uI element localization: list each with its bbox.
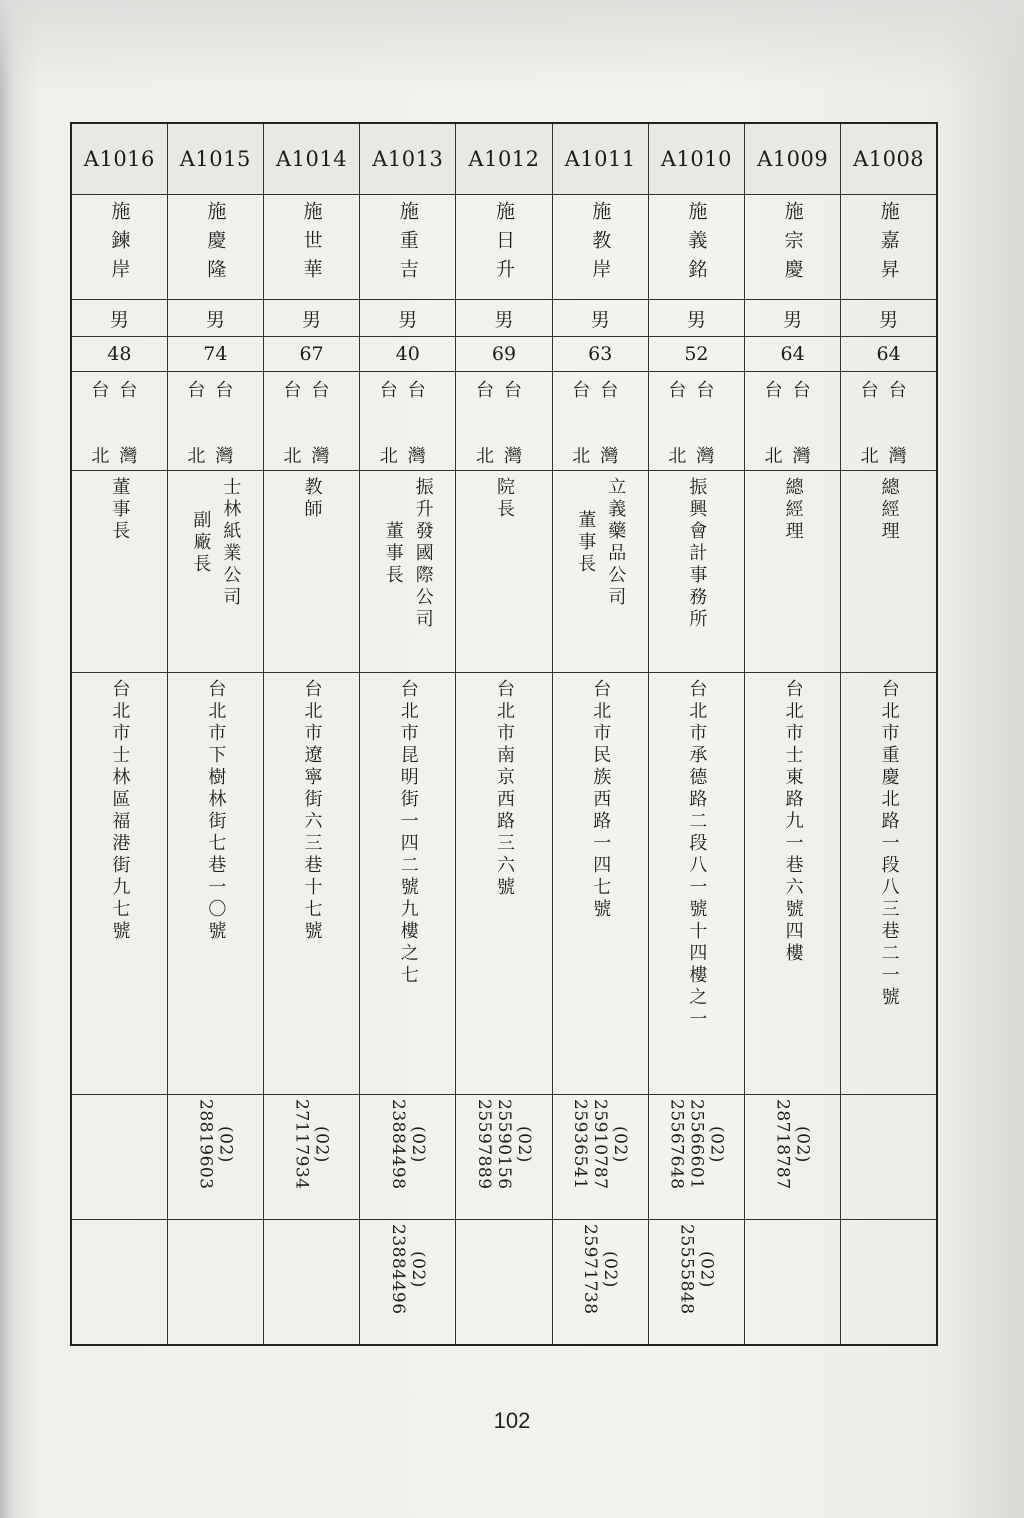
occupation-line: 董事長 (382, 521, 404, 587)
cell-name (648, 195, 744, 300)
member-name: 施宗慶 (781, 201, 804, 288)
cell-address (263, 673, 359, 1095)
origin-top: 台台 (668, 380, 725, 401)
cell-address (456, 673, 552, 1095)
cell-gender (167, 300, 263, 337)
member-address: 台北市承德路二段八一號十四樓之一 (686, 679, 708, 1031)
phone-line: (02) (706, 1125, 727, 1163)
member-gender: 男 (686, 308, 706, 331)
cell-address (167, 673, 263, 1095)
origin-top: 台台 (572, 380, 629, 401)
cell-address (71, 673, 167, 1095)
cell-age (456, 337, 552, 372)
cell-origin (648, 372, 744, 471)
occupation-line: 振升發國際公司 (412, 477, 434, 631)
cell-id (167, 123, 263, 195)
member-id: A1010 (660, 147, 732, 171)
member-name: 施嘉昇 (877, 201, 900, 288)
member-register-table (70, 122, 938, 1346)
member-id: A1013 (372, 147, 444, 171)
cell-age (263, 337, 359, 372)
phone-line: 25590156 (493, 1099, 514, 1190)
cell-phone-secondary (648, 1220, 744, 1346)
origin-top: 台台 (187, 380, 244, 401)
cell-phone (360, 1095, 456, 1220)
origin-top: 台台 (860, 380, 917, 401)
origin-bottom: 北灣 (668, 446, 725, 467)
cell-gender (71, 300, 167, 337)
row-occupation (71, 471, 937, 673)
cell-id (745, 123, 841, 195)
cell-age (745, 337, 841, 372)
occupation-line: 立義藥品公司 (605, 477, 627, 609)
member-address: 台北市民族西路一四七號 (590, 679, 612, 921)
occupation-line: 董事長 (575, 510, 597, 576)
member-address: 台北市士林區福港街九七號 (109, 679, 131, 943)
cell-name (71, 195, 167, 300)
member-name: 施鍊岸 (108, 201, 131, 288)
member-name: 施日升 (492, 201, 515, 288)
cell-address (841, 673, 937, 1095)
cell-phone-secondary (263, 1220, 359, 1346)
origin-bottom: 北灣 (91, 446, 148, 467)
cell-age (841, 337, 937, 372)
phone-line: 28718787 (772, 1099, 793, 1190)
origin-top: 台台 (379, 380, 436, 401)
member-age: 69 (491, 343, 517, 365)
row-address (71, 673, 937, 1095)
occupation-line: 總經理 (878, 477, 900, 543)
cell-name (167, 195, 263, 300)
member-age: 64 (780, 343, 805, 365)
member-address: 台北市昆明街一四二號九樓之七 (397, 679, 419, 987)
cell-gender (263, 300, 359, 337)
cell-gender (648, 300, 744, 337)
origin-bottom: 北灣 (860, 446, 917, 467)
member-id: A1014 (275, 147, 348, 171)
member-address: 台北市士東路九一巷六號四樓 (782, 679, 804, 965)
cell-address (552, 673, 648, 1095)
cell-phone (167, 1095, 263, 1220)
cell-name (456, 195, 552, 300)
cell-phone (71, 1095, 167, 1220)
phone-line: (02) (513, 1125, 534, 1163)
cell-phone-secondary (360, 1220, 456, 1346)
cell-origin (360, 372, 456, 471)
row-gender (71, 300, 937, 337)
cell-occupation (456, 471, 552, 673)
member-address: 台北市下樹林街七巷一〇號 (205, 679, 227, 943)
member-id: A1008 (853, 147, 925, 171)
row-name (71, 195, 937, 300)
phone-line: 25936541 (570, 1099, 591, 1190)
row-phone-secondary (71, 1220, 937, 1346)
phone-line: 27117934 (291, 1099, 312, 1190)
member-age: 48 (107, 343, 132, 365)
page-shadow (0, 0, 1024, 90)
row-phone (71, 1095, 937, 1220)
cell-occupation (263, 471, 359, 673)
cell-id (71, 123, 167, 195)
cell-gender (360, 300, 456, 337)
member-gender: 男 (398, 308, 418, 331)
cell-age (167, 337, 263, 372)
cell-occupation (841, 471, 937, 673)
cell-name (263, 195, 359, 300)
member-id: A1016 (83, 147, 155, 171)
member-gender: 男 (494, 308, 514, 331)
cell-name (745, 195, 841, 300)
phone-line: 25971738 (580, 1224, 601, 1315)
member-age: 52 (684, 343, 709, 365)
member-name: 施世華 (300, 201, 323, 288)
member-id: A1009 (757, 147, 829, 171)
row-origin (71, 372, 937, 471)
cell-name (360, 195, 456, 300)
cell-address (648, 673, 744, 1095)
cell-phone-secondary (456, 1220, 552, 1346)
cell-id (263, 123, 359, 195)
member-id: A1011 (564, 147, 636, 171)
cell-phone-secondary (745, 1220, 841, 1346)
page-number: 102 (493, 1408, 531, 1433)
phone-line: 25555848 (676, 1224, 697, 1315)
cell-id (456, 123, 552, 195)
occupation-line: 振興會計事務所 (686, 477, 708, 631)
cell-address (745, 673, 841, 1095)
origin-bottom: 北灣 (572, 446, 629, 467)
phone-line: (02) (696, 1250, 717, 1288)
phone-line: 28819603 (195, 1099, 216, 1190)
cell-age (648, 337, 744, 372)
cell-occupation (167, 471, 263, 673)
cell-occupation (648, 471, 744, 673)
occupation-line: 副廠長 (190, 510, 212, 576)
cell-name (841, 195, 937, 300)
cell-origin (167, 372, 263, 471)
cell-occupation (745, 471, 841, 673)
cell-origin (552, 372, 648, 471)
phone-line: (02) (407, 1250, 428, 1288)
phone-line: 23884496 (387, 1224, 408, 1315)
member-address: 台北市重慶北路一段八三巷二一號 (878, 679, 900, 1009)
occupation-line: 教師 (301, 477, 323, 521)
row-age (71, 337, 937, 372)
cell-origin (456, 372, 552, 471)
member-id: A1012 (468, 147, 540, 171)
member-name: 施教岸 (589, 201, 612, 288)
member-gender: 男 (783, 308, 803, 331)
phone-line: 25597889 (473, 1099, 494, 1190)
cell-age (360, 337, 456, 372)
member-address: 台北市南京西路三六號 (493, 679, 515, 899)
member-gender: 男 (109, 308, 129, 331)
origin-bottom: 北灣 (764, 446, 821, 467)
occupation-line: 士林紙業公司 (220, 477, 242, 609)
cell-age (71, 337, 167, 372)
member-gender: 男 (205, 308, 225, 331)
cell-phone-secondary (552, 1220, 648, 1346)
member-age: 67 (299, 343, 324, 365)
phone-line: (02) (215, 1125, 236, 1163)
cell-phone-secondary (71, 1220, 167, 1346)
cell-origin (841, 372, 937, 471)
member-name: 施義銘 (685, 201, 708, 288)
origin-top: 台台 (764, 380, 821, 401)
cell-phone (745, 1095, 841, 1220)
origin-bottom: 北灣 (283, 446, 340, 467)
cell-gender (552, 300, 648, 337)
cell-occupation (71, 471, 167, 673)
cell-phone-secondary (167, 1220, 263, 1346)
occupation-line: 總經理 (782, 477, 804, 543)
phone-line: (02) (600, 1250, 621, 1288)
origin-top: 台台 (475, 380, 532, 401)
cell-gender (841, 300, 937, 337)
member-name: 施慶隆 (204, 201, 227, 288)
cell-occupation (360, 471, 456, 673)
cell-origin (263, 372, 359, 471)
cell-phone (456, 1095, 552, 1220)
cell-gender (456, 300, 552, 337)
cell-phone (263, 1095, 359, 1220)
origin-bottom: 北灣 (379, 446, 436, 467)
phone-line: 25910787 (590, 1099, 611, 1190)
origin-top: 台台 (91, 380, 148, 401)
cell-phone-secondary (841, 1220, 937, 1346)
member-age: 40 (395, 343, 420, 365)
member-gender: 男 (590, 308, 610, 331)
cell-gender (745, 300, 841, 337)
cell-id (841, 123, 937, 195)
cell-name (552, 195, 648, 300)
member-gender: 男 (879, 308, 899, 331)
phone-line: 25567648 (666, 1099, 687, 1190)
cell-id (552, 123, 648, 195)
phone-line: (02) (610, 1125, 631, 1163)
cell-age (552, 337, 648, 372)
occupation-line: 院長 (493, 477, 515, 521)
member-id: A1015 (179, 147, 251, 171)
occupation-line: 董事長 (109, 477, 131, 543)
phone-line: 23884498 (387, 1099, 408, 1190)
cell-address (360, 673, 456, 1095)
cell-occupation (552, 471, 648, 673)
cell-origin (71, 372, 167, 471)
origin-top: 台台 (283, 380, 340, 401)
cell-phone (841, 1095, 937, 1220)
cell-id (648, 123, 744, 195)
phone-line: (02) (311, 1125, 332, 1163)
member-name: 施重吉 (396, 201, 419, 288)
origin-bottom: 北灣 (187, 446, 244, 467)
member-age: 74 (203, 343, 228, 365)
origin-bottom: 北灣 (475, 446, 532, 467)
cell-phone (648, 1095, 744, 1220)
phone-line: (02) (407, 1125, 428, 1163)
member-age: 64 (876, 343, 901, 365)
member-age: 63 (588, 343, 613, 365)
row-member-id (71, 123, 937, 195)
phone-line: 25566601 (686, 1099, 707, 1190)
cell-origin (745, 372, 841, 471)
cell-phone (552, 1095, 648, 1220)
phone-line: (02) (792, 1125, 813, 1163)
member-address: 台北市遼寧街六三巷十七號 (301, 679, 323, 943)
cell-id (360, 123, 456, 195)
member-gender: 男 (302, 308, 322, 331)
